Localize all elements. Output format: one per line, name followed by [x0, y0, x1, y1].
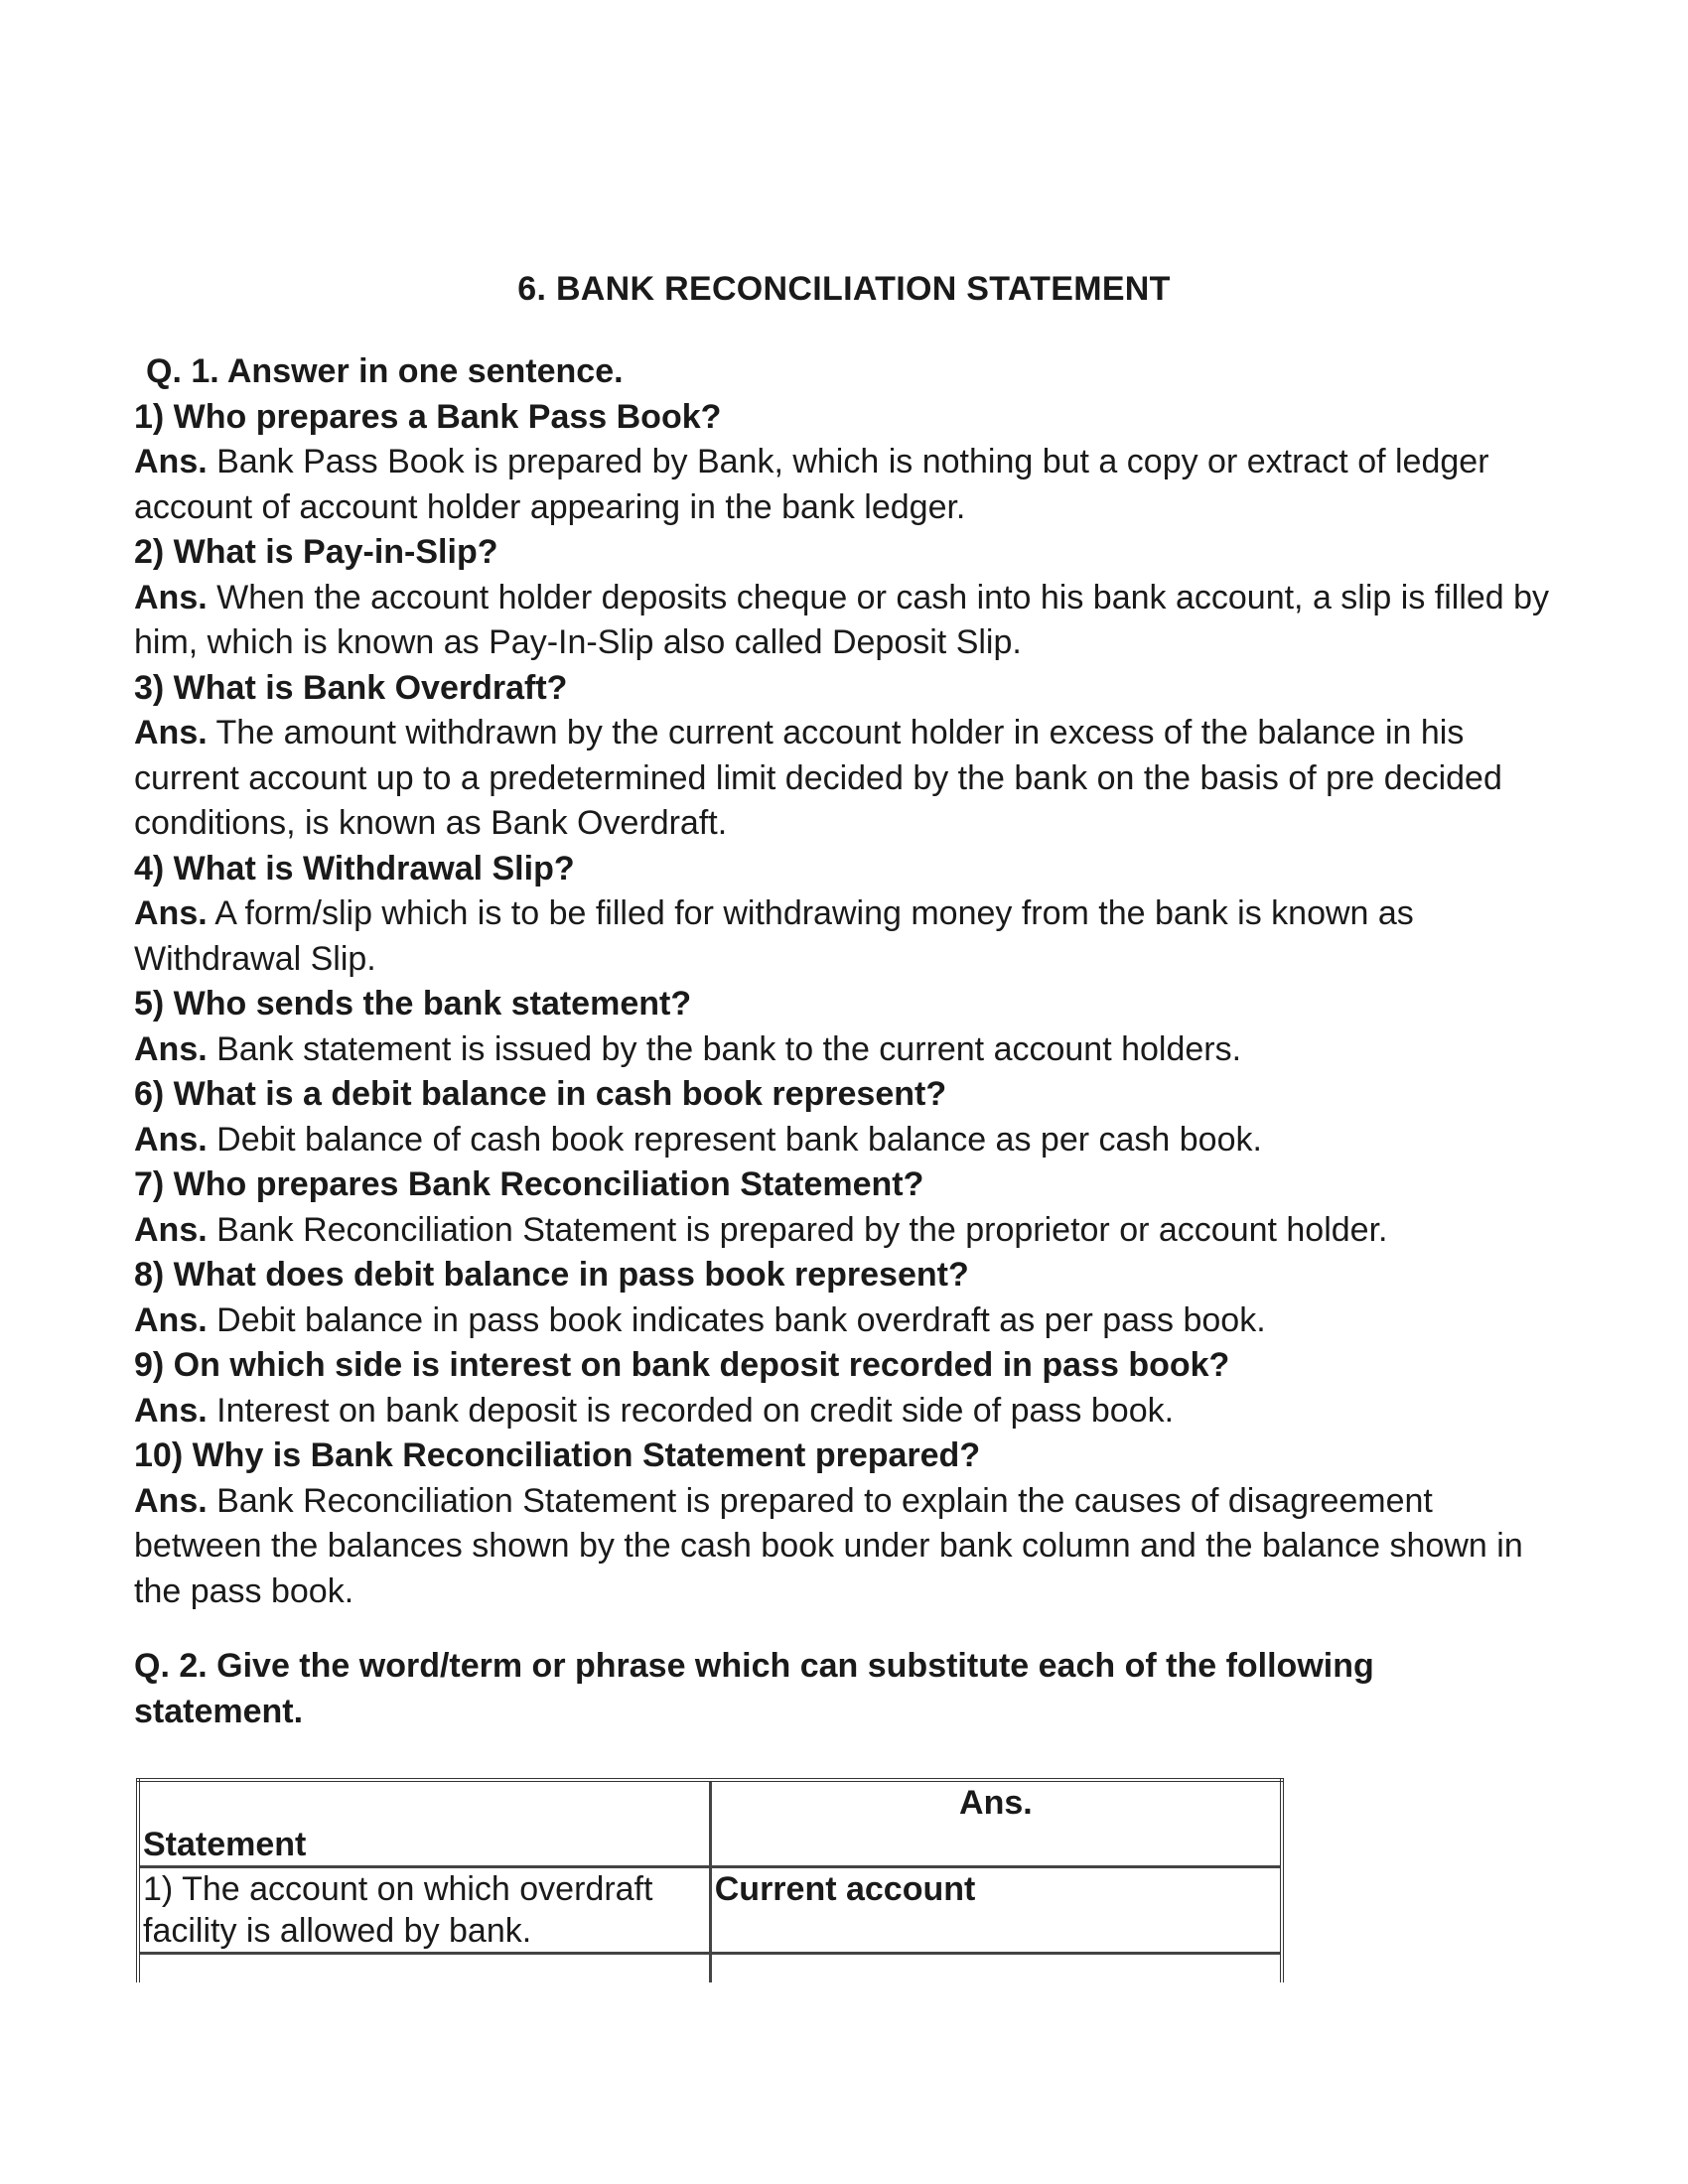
answer-text [134, 576, 1564, 666]
page-title: 6. BANK RECONCILIATION STATEMENT [517, 270, 1171, 308]
question-text: 1) Who prepares a Bank Pass Book? [134, 397, 722, 436]
answer-text [134, 1389, 1564, 1434]
table-row-partial [138, 1954, 1282, 1983]
answer-body: Debit balance of cash book represent bank balance as per cash book. [216, 1120, 1262, 1159]
qa-item-9 [134, 1343, 1564, 1433]
ans-label: Ans. [134, 578, 208, 616]
q2-heading: Q. 2. Give the word/term or phrase which can substitute each of the following statement. [134, 1647, 1374, 1730]
question-text: 4) What is Withdrawal Slip? [134, 849, 575, 887]
qa-item-3 [134, 666, 1564, 847]
answer-body: Bank Reconciliation Statement is prepared by the proprietor or account holder. [216, 1210, 1388, 1249]
answer-text [134, 1208, 1564, 1254]
question-text: 9) On which side is interest on bank deposit recorded in pass book? [134, 1346, 1230, 1384]
ans-label: Ans. [134, 1300, 208, 1339]
ans-label: Ans. [134, 1391, 208, 1430]
question-text: 6) What is a debit balance in cash book represent? [134, 1075, 947, 1113]
qa-item-4 [134, 847, 1564, 983]
ans-label: Ans. [134, 1481, 208, 1520]
qa-item-7 [134, 1162, 1564, 1253]
answer-body: Bank Pass Book is prepared by Bank, which is nothing but a copy or extract of ledger account of account holder appearing in the bank ledger. [134, 443, 1489, 526]
qa-item-10 [134, 1433, 1564, 1614]
ans-label: Ans. [134, 1120, 208, 1159]
ans-label: Ans. [134, 714, 208, 751]
header-ans: Ans. [710, 1780, 1282, 1867]
answer-body: The amount withdrawn by the current account holder in excess of the balance in his current account up to a predetermined limit decided by the bank on the basis of pre decided conditions, is known as Bank Overdraft. [134, 714, 1502, 842]
question-text: 10) Why is Bank Reconciliation Statement prepared? [134, 1436, 981, 1474]
ans-cell: Current account [710, 1867, 1282, 1954]
answer-body: A form/slip which is to be filled for withdrawing money from the bank is known as Withdrawal Slip. [134, 894, 1414, 978]
ans-label: Ans. [134, 1029, 208, 1068]
ans-label: Ans. [134, 1210, 208, 1249]
question-text: 8) What does debit balance in pass book represent? [134, 1256, 969, 1294]
ans-label: Ans. [134, 443, 208, 480]
header-statement: Statement [138, 1780, 710, 1867]
answer-text [134, 1479, 1564, 1615]
answer-text [134, 1027, 1564, 1073]
answer-body: Bank statement is issued by the bank to the current account holders. [216, 1029, 1242, 1068]
ans-label: Ans. [134, 894, 208, 932]
q1-heading: Q. 1. Answer in one sentence. [146, 352, 624, 390]
answer-body: Debit balance in pass book indicates bank overdraft as per pass book. [216, 1300, 1266, 1339]
answer-body: Bank Reconciliation Statement is prepared to explain the causes of disagreement between the balances shown by the cash book under bank column and the balance shown in the pass book. [134, 1481, 1523, 1610]
statement-cell-empty [138, 1954, 710, 1983]
qa-item-8 [134, 1253, 1564, 1343]
answer-text [134, 1118, 1564, 1163]
statement-cell: 1) The account on which overdraft facility is allowed by bank. [138, 1867, 710, 1954]
question-text: 2) What is Pay-in-Slip? [134, 533, 498, 571]
qa-item-2 [134, 530, 1564, 666]
answer-body: When the account holder deposits cheque or cash into his bank account, a slip is filled by him, which is known as Pay-In-Slip also called Deposit Slip. [134, 578, 1550, 661]
table-header-row [138, 1780, 1282, 1867]
qa-item-5 [134, 982, 1564, 1072]
question-text: 5) Who sends the bank statement? [134, 985, 692, 1023]
qa-item-1 [134, 395, 1564, 531]
question-text: 7) Who prepares Bank Reconciliation Statement? [134, 1165, 924, 1203]
table-row [138, 1867, 1282, 1954]
answer-text [134, 440, 1564, 530]
question-text: 3) What is Bank Overdraft? [134, 668, 568, 707]
answer-body: Interest on bank deposit is recorded on credit side of pass book. [216, 1391, 1175, 1430]
substitution-table [136, 1778, 1284, 1982]
ans-cell-empty [710, 1954, 1282, 1983]
answer-text [134, 891, 1564, 982]
q1-section [134, 349, 1564, 1614]
qa-item-6 [134, 1072, 1564, 1162]
answer-text [134, 711, 1564, 847]
answer-text [134, 1298, 1564, 1344]
